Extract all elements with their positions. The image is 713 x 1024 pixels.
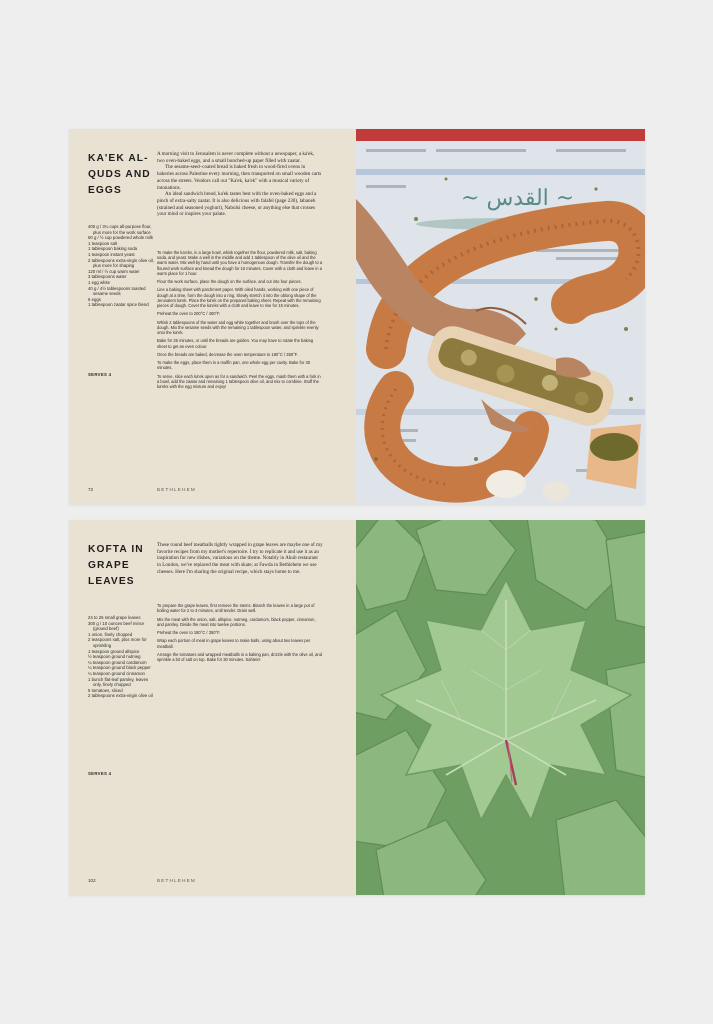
intro-paragraph: An ideal sandwich bread, ka'ek tastes best with the oven-baked eggs and a pinch of extra-salty zaatar. It is also delicious with falafel (page 230), labaneh (strained and seasoned yoghurt), Nabulsi cheese, or anything else that crosses your mind or inspires your palate. [157,191,317,218]
ingredient-item: 1 teaspoon instant yeast [88,251,135,257]
ingredient-item: 1 tablespoon baking soda [88,246,137,252]
intro-paragraph: These round beef meatballs tightly wrapped in grape leaves are maybe one of my favorite recipes from my mother's repertoire. I try to replicate it and use it as an inspiration for new dishes, variations on the theme. Notably in Akub restaurant in London, we've replaced the meat with skate; at Fawda in Bethlehem we use cheeses. Here I'm sharing the original recipe, which stays home to me. [157,542,323,575]
ingredient-list [88,615,158,699]
ingredient-item: 3 tablespoons water [88,274,127,280]
method-step: Bake for 25 minutes, or until the breads are golden. You may have to rotate the baking sheet to get an even colour. [157,338,314,349]
ingredient-item: 1 egg white [88,279,110,285]
ingredient-item: 1 teaspoon salt [88,240,118,246]
food-photo-kaek [356,129,645,504]
food-photo-grape-leaves [356,520,645,895]
ingredient-item: 300 g / 10 ounces beef mince (ground beef) [88,620,145,632]
method-step: To make the ka'eks, in a large bowl, whisk together the flour, powdered milk, salt, baking soda, and yeast. Make a well in the middle and add 1 tablespoon of the olive oil and the warm water. Mix well by hand until you have a homogenous dough. Transfer the dough to a floured work surface and knead the dough for 10 minutes. Cover with a cloth and leave in a warm place for 1 hour. [157,250,323,276]
ingredient-item: 24 to 26 small grape leaves [88,615,141,620]
ingredient-item: 6 eggs [88,296,101,302]
book-spread-kofta [69,520,645,895]
ingredient-item: ¼ teaspoon ground cinnamon [88,670,145,676]
intro-paragraph: The sesame-seed–coated bread is baked fresh in wood-fired ovens in bakeries across Palestine every morning, then transported on small wooden carts across the streets. Vendors call out "Ka'ek, ka'ek" with a musical variety of intonations. [157,164,322,191]
method-step: Preheat the oven to 200°C / 400°F. [157,311,221,317]
method-step: To prepare the grape leaves, first remove the stems. Blanch the leaves in a large pot of boiling water for 2 to 3 minutes, until tender. Drain well. [157,603,315,614]
page-number: 72 [88,487,94,492]
ingredient-item: 2 teaspoons salt, plus more for sprinkling [88,637,147,648]
ingredient-item: 1 onion, finely chopped [88,631,133,637]
recipe-method [157,603,323,665]
ingredient-item: 2 tablespoons extra-virgin olive oil [88,693,153,699]
recipe-title: KA'EK AL-QUDS AND EGGS [88,153,151,196]
ingredient-item: 40 g / 4½ tablespoons toasted sesame seeds [88,285,146,297]
text-page [69,520,356,895]
method-step: To serve, slice each ka'ek open as for a sandwich. Peel the eggs, mash them with a fork in a bowl, add the zaatar and remaining 1 tablespoon olive oil, and mix to combine. Stuff the ka'eks with the egg mixture and enjoy! [157,373,321,390]
running-head: BETHLEHEM [157,487,196,492]
text-page [69,129,356,504]
ingredient-item: 5 tomatoes, sliced [88,687,123,693]
ingredient-item: 1 bunch flat-leaf parsley, leaves only, finely chopped [88,676,149,688]
method-step: Preheat the oven to 180°C / 350°F. [157,630,221,635]
grape-leaves-illustration [356,520,645,895]
intro-paragraph: A morning visit to Jerusalem is never complete without a newspaper, a ka'ek, two oven-baked eggs, and a small bunched-up paper filled with zaatar. [157,151,315,164]
method-step: Arrange the tomatoes and wrapped meatballs in a baking pan, drizzle with the olive oil, and sprinkle a bit of salt on top. Bake for 30 minutes. Sahtein! [157,651,322,662]
method-step: Wrap each portion of meat in grape leaves to make balls, using about two leaves per meatball. [157,638,311,649]
ingredient-item: 120 ml / ½ cup warm water [88,268,140,274]
method-step: Once the breads are baked, decrease the oven temperature to 180°C / 350°F. [157,351,298,357]
ingredient-list [88,224,158,308]
ingredient-item: ½ teaspoon ground nutmeg [88,654,141,660]
kaek-photo-illustration [356,129,645,504]
recipe-title: KOFTA IN GRAPE LEAVES [88,544,144,587]
method-step: Line a baking sheet with parchment paper. With oiled hands, working with one piece of dough at a time, form the dough into a ring. Slowly stretch it into the oblong shape of the Jerusalem ka'ek. Place the ka'ek on the prepared baking sheet. Repeat with the remaining pieces of dough. Cover the ka'eks with a cloth and leave to rise for 15 minutes. [157,287,321,309]
method-step: Mix the meat with the onion, salt, allspice, nutmeg, cardamom, black pepper, cinnamon, and parsley. Divide the meat into twelve portions. [157,616,316,627]
running-head: BETHLEHEM [157,878,196,883]
ingredient-item: ¼ teaspoon ground cardamom [88,659,147,665]
recipe-method [157,250,323,392]
ingredient-item: ¼ teaspoon ground black pepper [88,665,151,671]
method-step: Flour the work surface, place the dough on the surface, and cut into four pieces. [157,279,302,285]
method-step: Whisk 2 tablespoons of the water and egg white together and brush over the tops of the dough. Mix the sesame seeds with the remaining 1 tablespoon water, and sprinkle evenly onto the ka'ek. [157,319,319,336]
recipe-intro [157,542,323,576]
serves-label: SERVES 4 [88,372,112,377]
recipe-intro [157,151,323,218]
page-number: 102 [88,878,96,883]
method-step: To make the eggs, place them in a muffin pan, one whole egg per cavity. Bake for 30 minutes. [157,360,310,371]
svg-text:~ ﺍﻟﻘﺪﺱ ~: ~ ﺍﻟﻘﺪﺱ ~ [461,186,575,211]
book-spread-kaek [69,129,645,504]
ingredient-item: 400 g / 3¼ cups all-purpose flour, plus more for the work surface [88,224,152,235]
ingredient-item: 2 tablespoons extra-virgin olive oil, plus more for shaping [88,257,154,269]
ingredient-item: 1 tablespoon zaatar spice blend [88,302,149,308]
ingredient-item: 60 g / ½ cup powdered whole milk [88,235,153,241]
serves-label: SERVES 4 [88,771,112,776]
ingredient-item: 1 teaspoon ground allspice [88,648,140,654]
